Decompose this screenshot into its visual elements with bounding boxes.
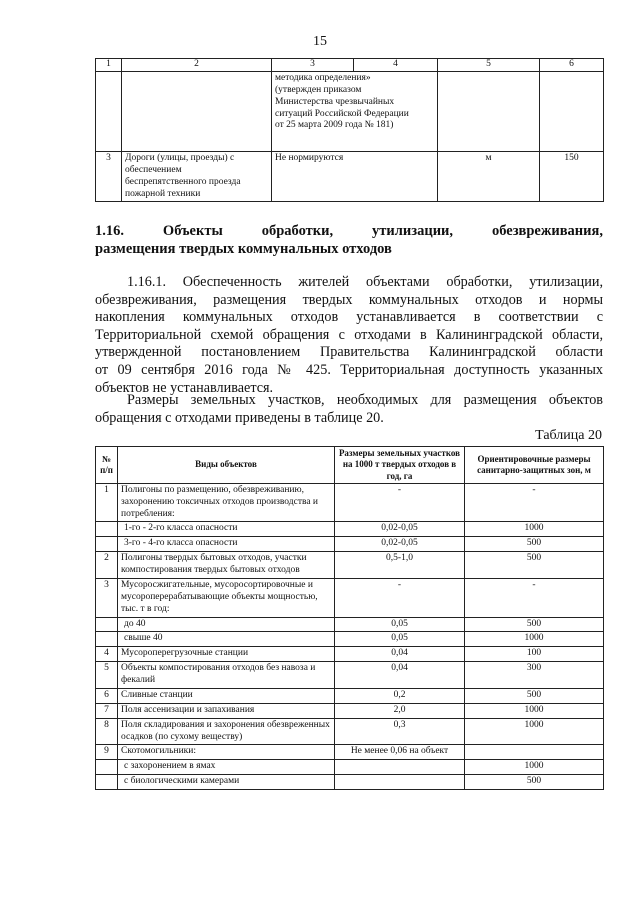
table-row [96,71,604,151]
row-number: 2 [96,552,118,579]
row-zone: 500 [465,688,604,703]
row-number: 4 [96,647,118,662]
row-size: Не менее 0,06 на объект [335,745,465,760]
row-size: 0,04 [335,647,465,662]
row-zone: 1000 [465,760,604,775]
table-row [96,760,604,775]
row-size: 0,5-1,0 [335,552,465,579]
row-name: Сливные станции [118,688,335,703]
row-zone: 500 [465,537,604,552]
table-row [96,552,604,579]
row-zone: 100 [465,647,604,662]
row-number: 1 [96,483,118,522]
col-num-1: 1 [96,59,122,72]
row-name: с биологическими камерами [118,775,335,790]
row-size [335,775,465,790]
row-size: 0,3 [335,718,465,745]
table-row [96,522,604,537]
row-number [96,632,118,647]
table-caption: Таблица 20 [535,428,602,443]
row-zone: - [465,483,604,522]
col-num-4: 4 [354,59,438,72]
row-size: 0,02-0,05 [335,537,465,552]
row-name: Объекты компостирования отходов без навоза и фекалий [118,662,335,689]
table-row [96,537,604,552]
col-num-5: 5 [438,59,540,72]
row-zone: 300 [465,662,604,689]
row-number [96,775,118,790]
row-name: Полигоны твердых бытовых отходов, участки компостирования твердых бытовых отходов [118,552,335,579]
table-row [96,745,604,760]
row-name: Мусоросжигательные, мусоросортировочные и мусороперерабатывающие объекты мощностью, тыс. т в год: [118,578,335,617]
table-row [96,718,604,745]
header-zone: Ориентировочные размеры санитарно-защитных зон, м [465,447,604,484]
row-number: 3 [96,578,118,617]
table-row [96,662,604,689]
col-num-6: 6 [540,59,604,72]
row-unit: м [438,151,540,202]
row-size: - [335,578,465,617]
header-size: Размеры земельных участков на 1000 т твердых отходов в год, га [335,447,465,484]
row-zone: 1000 [465,703,604,718]
row-name: 3-го - 4-го класса опасности [118,537,335,552]
col-num-2: 2 [122,59,272,72]
section-heading-line2: размещения твердых коммунальных отходов [95,241,392,257]
row-zone: 1000 [465,522,604,537]
row-number [96,760,118,775]
row-name: Поля ассенизации и запахивания [118,703,335,718]
continuation-table [95,58,604,202]
table-header-row [96,447,604,484]
row-value: Не нормируются [272,151,438,202]
row-name: до 40 [118,617,335,632]
section-heading-line1: 1.16. Объекты обработки, утилизации, обезвреживания, [95,223,603,239]
row-zone: - [465,578,604,617]
row-name: Мусороперегрузочные станции [118,647,335,662]
row-size: 0,02-0,05 [335,522,465,537]
table-row [96,151,604,202]
page-number: 15 [313,34,327,49]
table-row [96,483,604,522]
row-number: 6 [96,688,118,703]
row-zone: 500 [465,617,604,632]
row-name: 1-го - 2-го класса опасности [118,522,335,537]
row-zone: 500 [465,775,604,790]
waste-facilities-table [95,446,604,790]
row-zone [465,745,604,760]
header-kind: Виды объектов [118,447,335,484]
paragraph-1: 1.16.1. Обеспеченность жителей объектами обработки, утилизации, обезвреживания, размещения твердых коммунальных отходов и нормы накопления коммунальных отходов устанавливается в соответствии с Территориальной схемой обращения с отходами в Калининградской области, утвержденной постановлением Правительства Калининградской области от 09 сентября 2016 года № 425. Территориальная доступность указанных объектов не устанавливается. [95,274,603,396]
table-row [96,703,604,718]
table-row [96,688,604,703]
row-zone: 1000 [465,632,604,647]
column-number-row [96,59,604,72]
row-number [96,522,118,537]
row-size: 0,2 [335,688,465,703]
col-num-3: 3 [272,59,354,72]
row-name: Полигоны по размещению, обезвреживанию, захоронению токсичных отходов производства и потребления: [118,483,335,522]
row-number: 7 [96,703,118,718]
row-size [335,760,465,775]
row-size: 0,05 [335,632,465,647]
row-number: 3 [96,151,122,202]
header-num: № п/п [96,447,118,484]
row-size: 2,0 [335,703,465,718]
table-row [96,647,604,662]
row-name: Поля складирования и захоронения обезвреженных осадков (по сухому веществу) [118,718,335,745]
row-number: 9 [96,745,118,760]
row-number [96,617,118,632]
paragraph-2: Размеры земельных участков, необходимых для размещения объектов обращения с отходами приведены в таблице 20. [95,392,603,426]
table-row [96,617,604,632]
row-zone: 1000 [465,718,604,745]
row-name: свыше 40 [118,632,335,647]
row-number [96,537,118,552]
row-number: 8 [96,718,118,745]
table-row [96,775,604,790]
method-text: методика определения» (утвержден приказом Министерства чрезвычайных ситуаций Российской Федерации от 25 марта 2009 года № 181) [272,71,438,151]
table-row [96,632,604,647]
row-size: 0,04 [335,662,465,689]
row-name: Скотомогильники: [118,745,335,760]
row-zone: 500 [465,552,604,579]
row-number: 5 [96,662,118,689]
row-size: 0,05 [335,617,465,632]
row-size: - [335,483,465,522]
table-row [96,578,604,617]
row-norm: 150 [540,151,604,202]
row-name: с захоронением в ямах [118,760,335,775]
row-name: Дороги (улицы, проезды) с обеспечением беспрепятственного проезда пожарной техники [122,151,272,202]
